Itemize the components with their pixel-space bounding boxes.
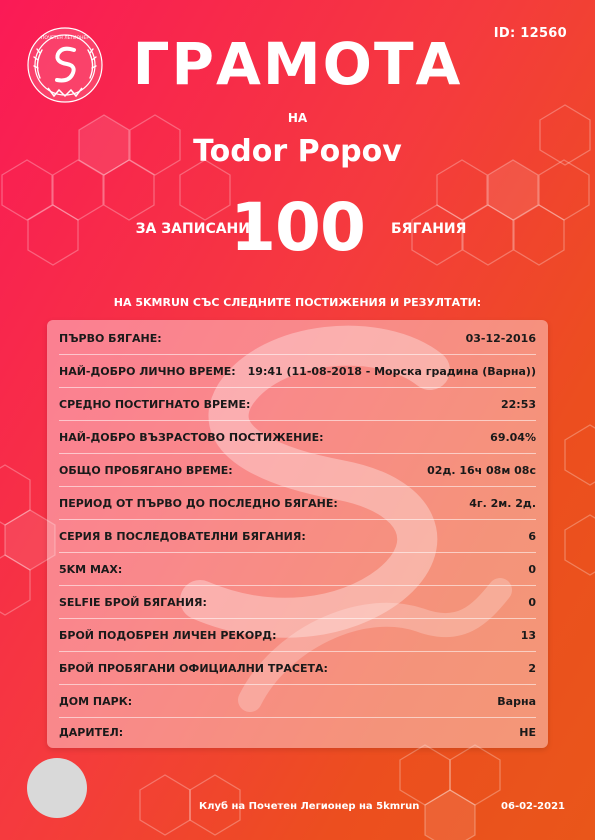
result-row xyxy=(59,652,536,685)
recipient-name: Todor Popov xyxy=(193,134,402,169)
result-row xyxy=(59,716,536,749)
run-count: 100 xyxy=(230,189,365,266)
issue-date: 06-02-2021 xyxy=(501,801,565,812)
result-label: БРОЙ ПРОБЯГАНИ ОФИЦИАЛНИ ТРАСЕТА: xyxy=(59,661,328,675)
result-label: ОБЩО ПРОБЯГАНО ВРЕМЕ: xyxy=(59,463,233,477)
run-count-row xyxy=(0,188,595,268)
result-value: 03-12-2016 xyxy=(465,331,536,345)
result-label: ДАРИТЕЛ: xyxy=(59,726,124,739)
result-value: 13 xyxy=(520,628,536,642)
result-label: ПЪРВО БЯГАНЕ: xyxy=(59,331,162,345)
result-label: SELFIE БРОЙ БЯГАНИЯ: xyxy=(59,595,207,609)
count-suffix: БЯГАНИЯ xyxy=(391,221,467,237)
result-label: НАЙ-ДОБРО ВЪЗРАСТОВО ПОСТИЖЕНИЕ: xyxy=(59,430,324,444)
avatar xyxy=(27,758,87,818)
result-label: СРЕДНО ПОСТИГНАТО ВРЕМЕ: xyxy=(59,397,251,411)
results-panel xyxy=(47,320,548,748)
result-row xyxy=(59,454,536,487)
result-label: 5KM MAX: xyxy=(59,562,123,576)
result-row xyxy=(59,355,536,388)
result-label: ДОМ ПАРК: xyxy=(59,694,133,708)
result-value: 4г. 2м. 2д. xyxy=(469,496,536,510)
result-row xyxy=(59,619,536,652)
result-label: БРОЙ ПОДОБРЕН ЛИЧЕН РЕКОРД: xyxy=(59,628,277,642)
certificate-title: ГРАМОТА xyxy=(132,30,463,98)
result-row xyxy=(59,421,536,454)
result-value: 0 xyxy=(528,562,536,576)
result-value: 19:41 (11-08-2018 - Морска градина (Варна)) xyxy=(247,364,536,378)
result-row xyxy=(59,487,536,520)
result-row xyxy=(59,322,536,355)
result-label: НАЙ-ДОБРО ЛИЧНО ВРЕМЕ: xyxy=(59,364,236,378)
result-row xyxy=(59,520,536,553)
result-value: 6 xyxy=(528,529,536,543)
result-row xyxy=(59,586,536,619)
result-value: Варна xyxy=(497,694,536,708)
count-prefix: ЗА ЗАПИСАНИ xyxy=(135,221,250,237)
certificate-id: ID: 12560 xyxy=(493,26,567,41)
club-name: Клуб на Почетен Легионер на 5kmrun xyxy=(199,801,420,812)
result-value: 02д. 16ч 08м 08с xyxy=(427,463,536,477)
for-label: НА xyxy=(287,111,308,125)
result-value: 2 xyxy=(528,661,536,675)
svg-text:ПОЧЕТЕН ЛЕГИОНЕР: ПОЧЕТЕН ЛЕГИОНЕР xyxy=(40,36,90,41)
result-value: НЕ xyxy=(519,726,536,739)
result-row xyxy=(59,685,536,718)
result-value: 69.04% xyxy=(490,430,536,444)
results-subtitle: НА 5KMRUN СЪС СЛЕДНИТЕ ПОСТИЖЕНИЯ И РЕЗУЛТАТИ: xyxy=(113,296,482,309)
result-row xyxy=(59,553,536,586)
result-label: СЕРИЯ В ПОСЛЕДОВАТЕЛНИ БЯГАНИЯ: xyxy=(59,529,306,543)
result-value: 0 xyxy=(528,595,536,609)
result-label: ПЕРИОД ОТ ПЪРВО ДО ПОСЛЕДНО БЯГАНЕ: xyxy=(59,496,338,510)
result-row xyxy=(59,388,536,421)
result-value: 22:53 xyxy=(500,397,536,411)
